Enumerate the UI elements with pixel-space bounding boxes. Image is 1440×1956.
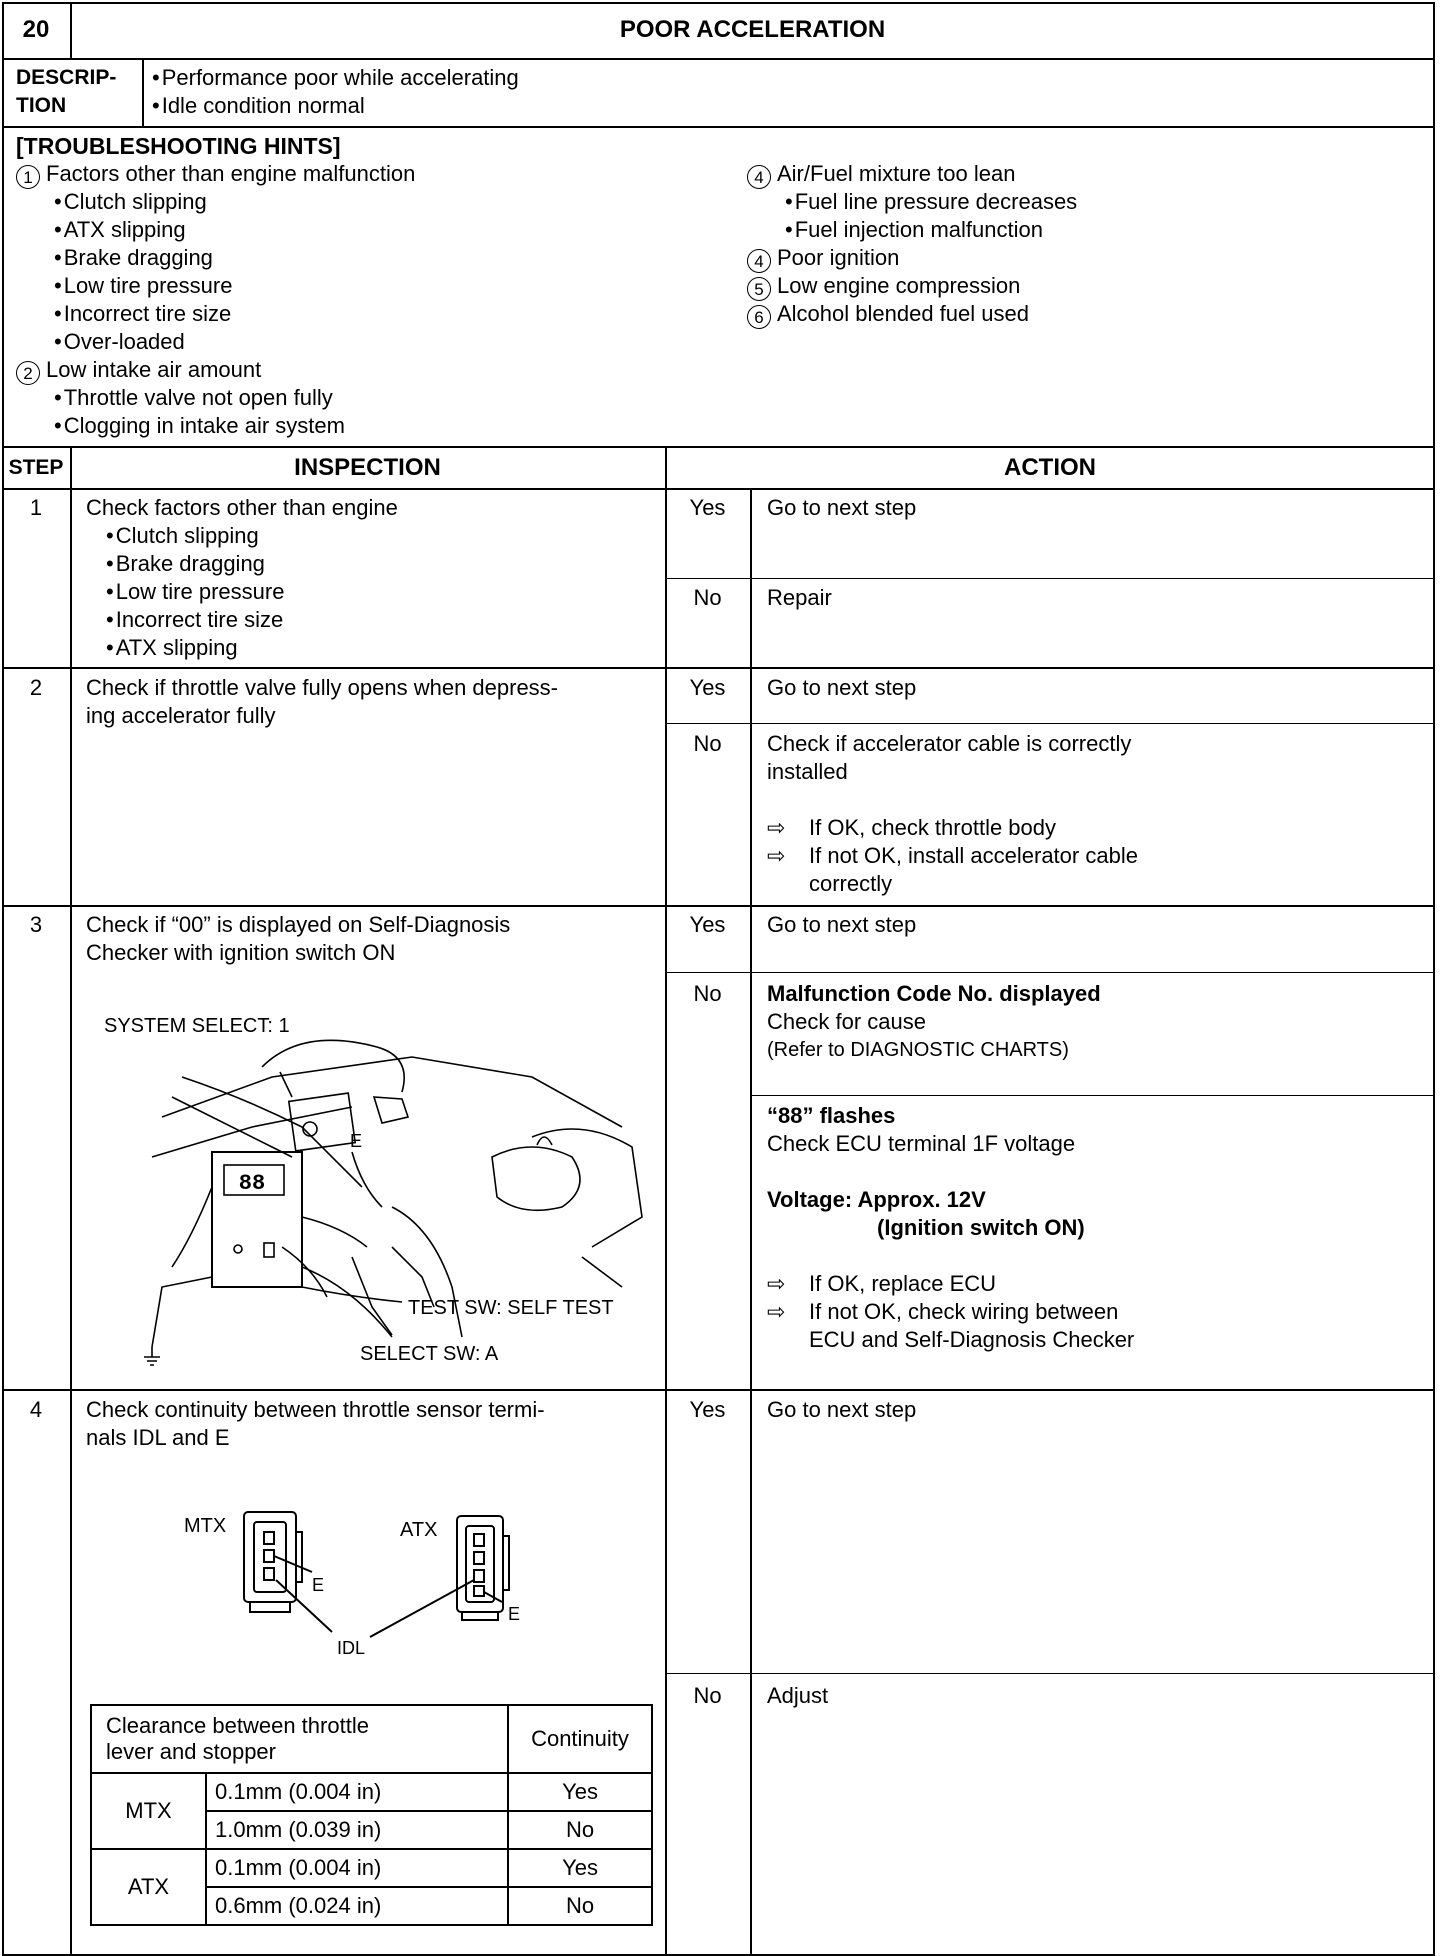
continuity-cell: No <box>508 1887 652 1925</box>
label-system-select: SYSTEM SELECT: 1 <box>104 1015 290 1037</box>
section-number: 20 <box>22 16 50 43</box>
group-cell: MTX <box>91 1773 206 1849</box>
inspection-item: • Clutch slipping <box>106 522 259 550</box>
group-cell: ATX <box>91 1849 206 1925</box>
table-row <box>91 1849 652 1887</box>
hint-item: • Clogging in intake air system <box>54 412 345 440</box>
arrow-right-icon: ⇨ <box>767 1271 786 1296</box>
continuity-cell: Yes <box>508 1773 652 1811</box>
hint-group-ignition: 4 Poor ignition <box>747 244 899 273</box>
troubleshooting-page <box>2 2 1435 1956</box>
clearance-cell: 0.1mm (0.004 in) <box>206 1773 508 1811</box>
voltage-spec: Voltage: Approx. 12V <box>767 1187 986 1212</box>
inspection-text: nals IDL and E <box>86 1425 230 1450</box>
atx-label: ATX <box>400 1519 438 1541</box>
hint-group-intake: 2 Low intake air amount <box>16 356 261 385</box>
arrow-right-icon: ⇨ <box>767 843 786 868</box>
not-ok-result-cont: correctly <box>809 871 893 896</box>
not-ok-result: ⇨ If not OK, install accelerator cable <box>767 843 1138 868</box>
inspection-text: Check continuity between throttle sensor termi- <box>86 1397 545 1422</box>
mtx-label: MTX <box>184 1515 227 1537</box>
arrow-right-icon: ⇨ <box>767 1299 786 1324</box>
no-label: No <box>693 1683 722 1708</box>
voltage-condition: (Ignition switch ON) <box>877 1215 1085 1240</box>
column-header-inspection: INSPECTION <box>294 454 441 481</box>
no-action: Check if accelerator cable is correctly <box>767 731 1132 756</box>
hint-group-mixture: 4 Air/Fuel mixture too lean <box>747 160 1015 189</box>
malfunction-code-heading: Malfunction Code No. displayed <box>767 981 1101 1006</box>
yes-label: Yes <box>689 912 726 937</box>
clearance-cell: 0.1mm (0.004 in) <box>206 1849 508 1887</box>
hint-group-alcohol: 6 Alcohol blended fuel used <box>747 300 1029 329</box>
inspection-text: Check if throttle valve fully opens when depress- <box>86 675 559 700</box>
no-action: Check ECU terminal 1F voltage <box>767 1131 1076 1156</box>
terminal-e-label: E <box>350 1131 363 1151</box>
hint-group-compression: 5 Low engine compression <box>747 272 1020 301</box>
continuity-cell: Yes <box>508 1849 652 1887</box>
column-header-action: ACTION <box>1004 454 1096 481</box>
hint-item: • Low tire pressure <box>54 272 232 300</box>
no-action: Check for cause <box>767 1009 926 1034</box>
inspection-text: Check factors other than engine <box>86 495 398 520</box>
yes-label: Yes <box>689 495 726 520</box>
hint-item: • Fuel line pressure decreases <box>785 188 1077 216</box>
no-action: installed <box>767 759 848 784</box>
inspection-item: • Brake dragging <box>106 550 265 578</box>
continuity-header: Continuity <box>508 1705 652 1773</box>
hint-item: • Brake dragging <box>54 244 213 272</box>
table-header-row <box>91 1705 652 1773</box>
no-label: No <box>693 585 722 610</box>
column-header-step: STEP <box>8 456 64 479</box>
hint-item: • Throttle valve not open fully <box>54 384 333 412</box>
yes-label: Yes <box>689 675 726 700</box>
no-action-note: (Refer to DIAGNOSTIC CHARTS) <box>767 1039 1069 1061</box>
ok-result: ⇨ If OK, check throttle body <box>767 815 1057 840</box>
yes-label: Yes <box>689 1397 726 1422</box>
flashes-heading: “88” flashes <box>767 1103 896 1128</box>
hints-title: [TROUBLESHOOTING HINTS] <box>16 133 341 159</box>
hint-item: • Incorrect tire size <box>54 300 231 328</box>
not-ok-result-cont: ECU and Self-Diagnosis Checker <box>809 1327 1135 1352</box>
hint-group-factors: 1 Factors other than engine malfunction <box>16 160 415 189</box>
idl-label: IDL <box>337 1638 366 1658</box>
no-label: No <box>693 981 722 1006</box>
description-item: • Performance poor while accelerating <box>152 64 519 92</box>
clearance-header: Clearance between throttle lever and stopper <box>91 1705 508 1773</box>
step-number: 1 <box>29 495 43 520</box>
mtx-terminal-e: E <box>312 1575 325 1595</box>
no-action: Adjust <box>767 1683 829 1708</box>
continuity-cell: No <box>508 1811 652 1849</box>
label-select-sw: SELECT SW: A <box>360 1343 499 1365</box>
page-title: POOR ACCELERATION <box>619 16 886 43</box>
atx-terminal-e: E <box>508 1604 521 1624</box>
checker-display: 88 <box>238 1171 266 1196</box>
step-number: 2 <box>29 675 43 700</box>
step-number: 3 <box>29 912 43 937</box>
hint-item: • Over-loaded <box>54 328 185 356</box>
hint-item: • ATX slipping <box>54 216 186 244</box>
inspection-text: Check if “00” is displayed on Self-Diagnosis <box>86 912 511 937</box>
hint-item: • Fuel injection malfunction <box>785 216 1043 244</box>
no-action: Repair <box>767 585 832 610</box>
clearance-cell: 1.0mm (0.039 in) <box>206 1811 508 1849</box>
table-row <box>91 1773 652 1811</box>
yes-action: Go to next step <box>767 495 917 520</box>
yes-action: Go to next step <box>767 675 917 700</box>
label-test-sw: TEST SW: SELF TEST <box>408 1297 614 1319</box>
clearance-table <box>90 1704 653 1926</box>
throttle-sensor-connectors <box>172 1502 552 1672</box>
hint-item: • Clutch slipping <box>54 188 207 216</box>
not-ok-result: ⇨ If not OK, check wiring between <box>767 1299 1119 1324</box>
inspection-item: • ATX slipping <box>106 634 238 662</box>
inspection-item: • Incorrect tire size <box>106 606 283 634</box>
description-label: DESCRIP- TION <box>16 66 117 117</box>
inspection-text: Checker with ignition switch ON <box>86 940 396 965</box>
ok-result: ⇨ If OK, replace ECU <box>767 1271 997 1296</box>
arrow-right-icon: ⇨ <box>767 815 786 840</box>
yes-action: Go to next step <box>767 912 917 937</box>
no-label: No <box>693 731 722 756</box>
inspection-item: • Low tire pressure <box>106 578 284 606</box>
yes-action: Go to next step <box>767 1397 917 1422</box>
clearance-cell: 0.6mm (0.024 in) <box>206 1887 508 1925</box>
inspection-text: ing accelerator fully <box>86 703 276 728</box>
step-number: 4 <box>29 1397 43 1422</box>
description-item: • Idle condition normal <box>152 92 365 120</box>
